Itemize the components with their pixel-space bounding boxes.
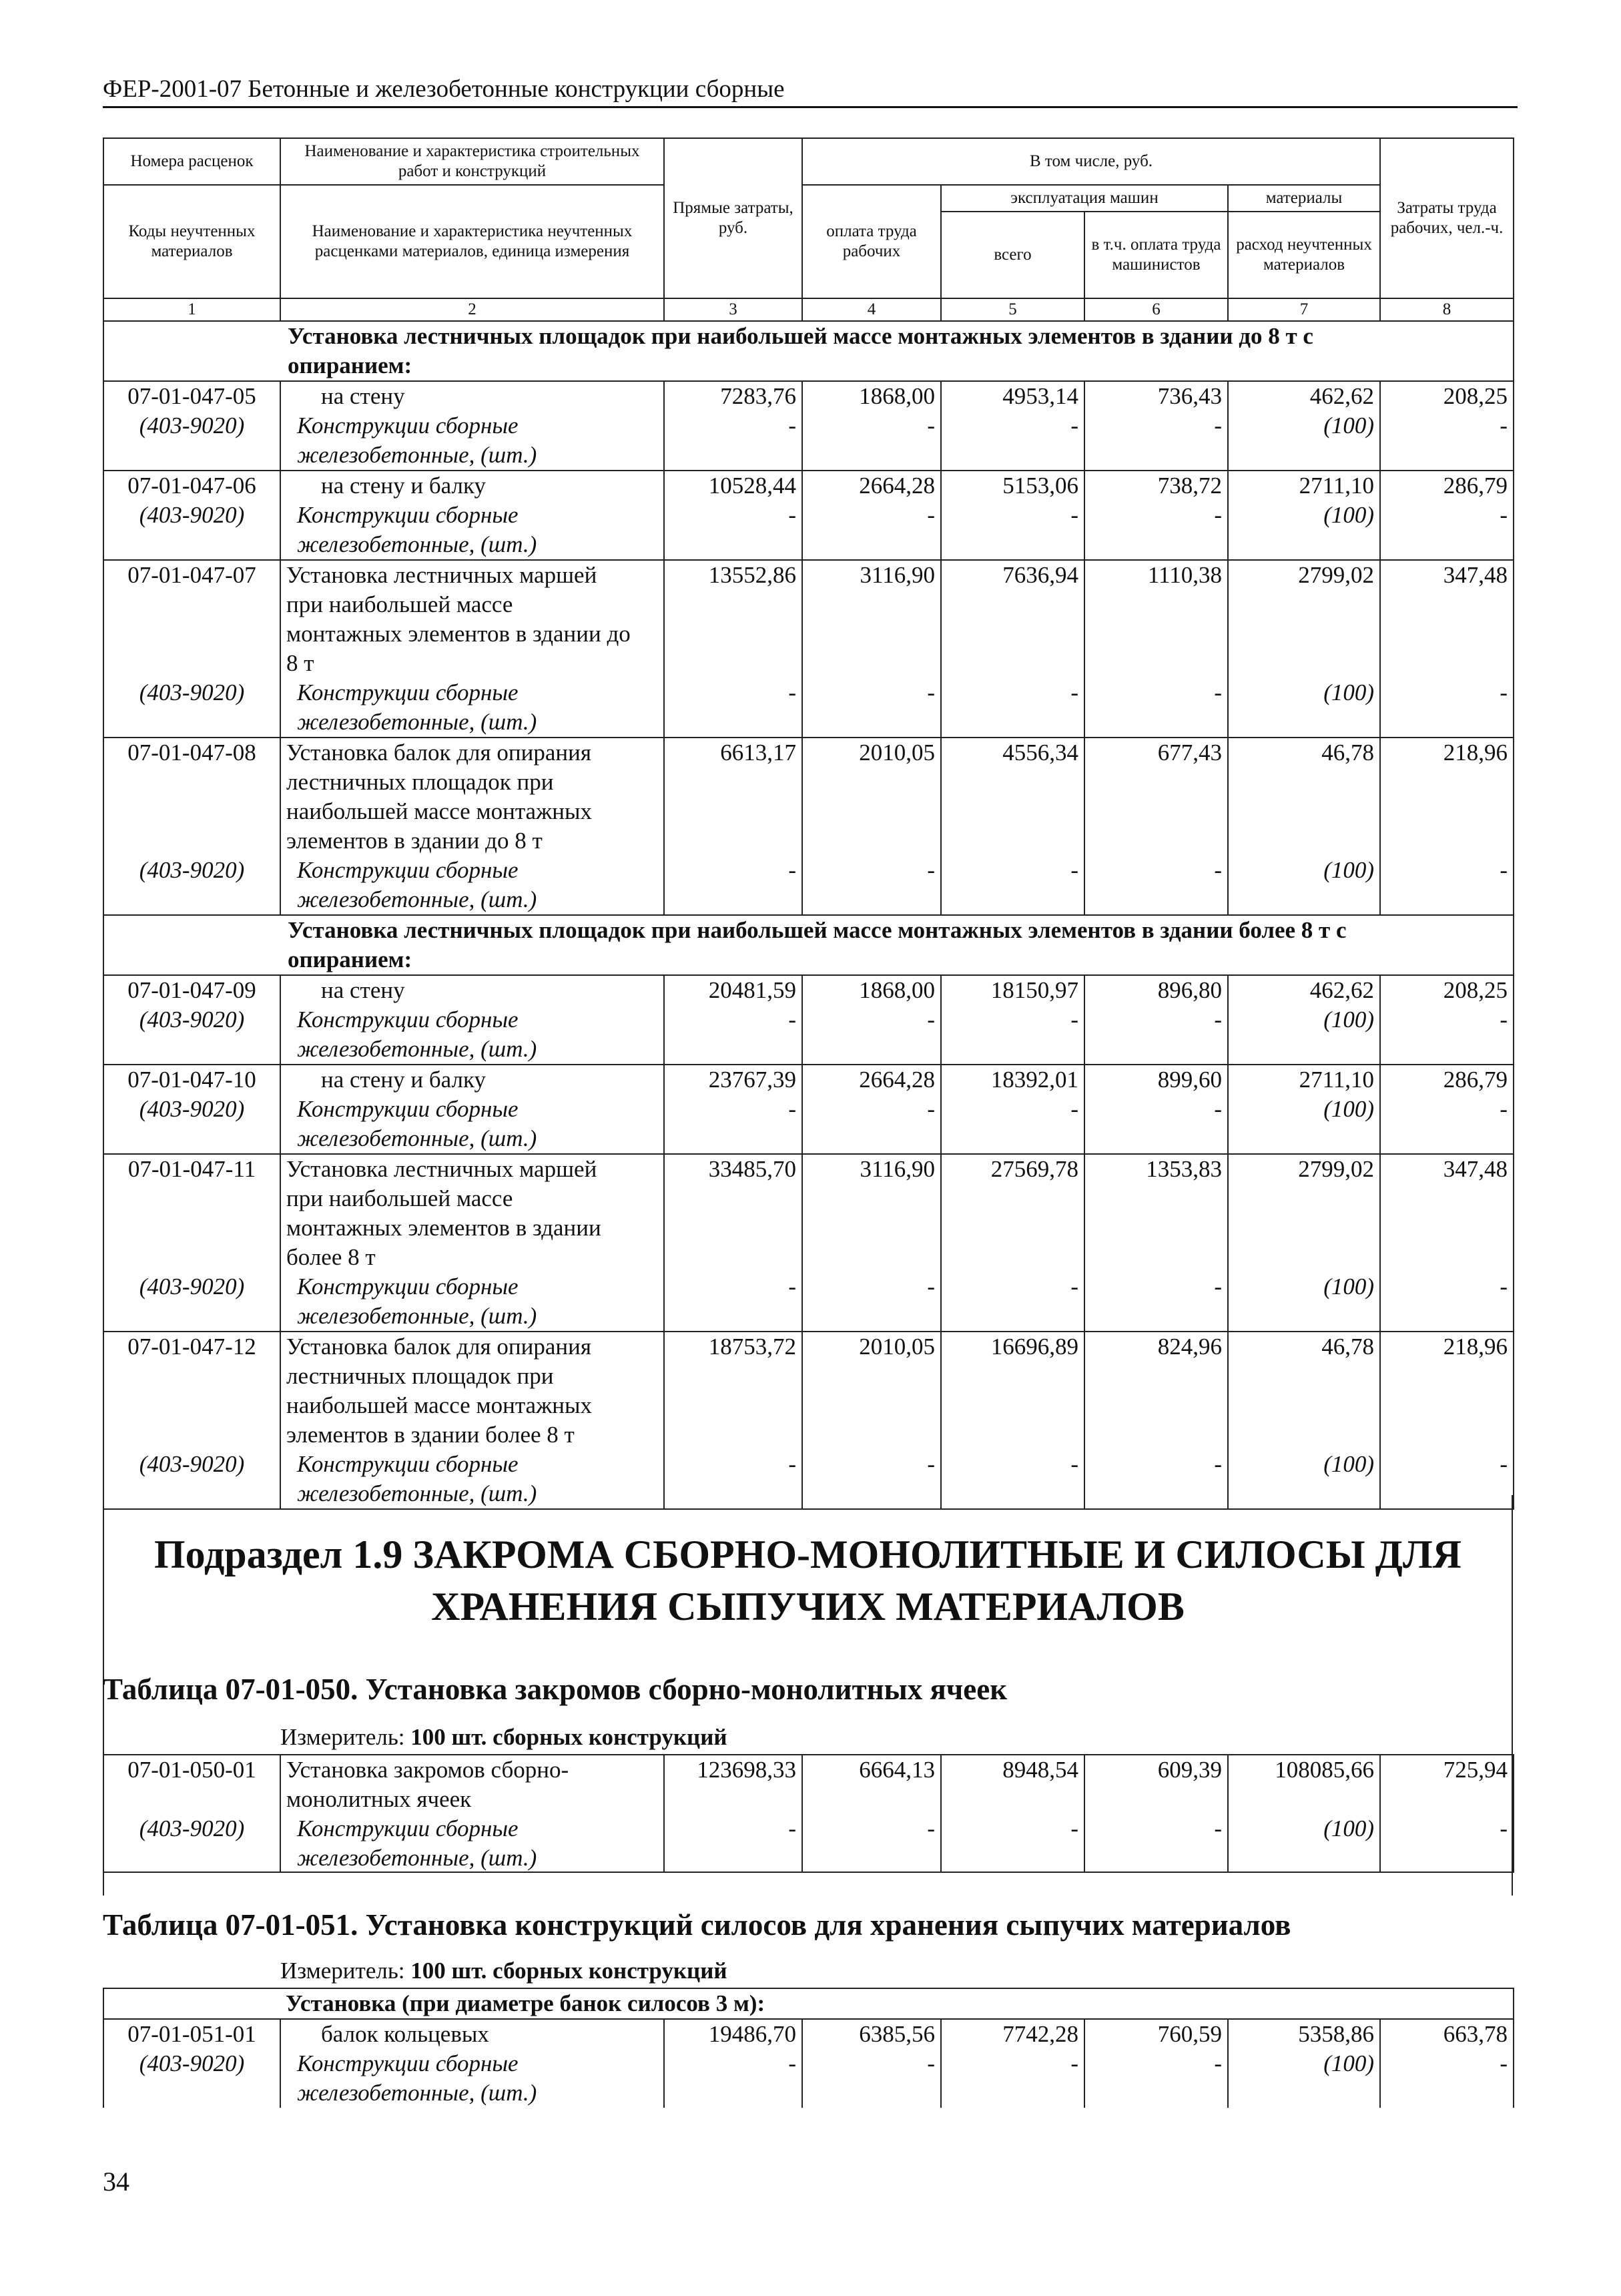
col-machines-labor: в т.ч. оплата труда машинистов	[1084, 212, 1228, 298]
col-number: 2	[280, 298, 664, 321]
rate-name-line: более 8 т	[286, 1244, 376, 1270]
col-number: 8	[1380, 298, 1514, 321]
material-name-line: Конструкции сборные	[297, 502, 519, 528]
materials: 46,78	[1228, 738, 1380, 856]
dash: -	[941, 2049, 1084, 2108]
material-code: (403-9020)	[103, 1095, 280, 1154]
rate-name-line: на стену	[321, 977, 405, 1003]
labor-cost: 663,78	[1380, 2019, 1514, 2049]
material-code: (403-9020)	[103, 1814, 280, 1873]
dash: -	[941, 1005, 1084, 1065]
dash: -	[1084, 856, 1228, 915]
page-header	[103, 75, 1518, 108]
table-050	[103, 1754, 1514, 1873]
rate-code: 07-01-047-08	[103, 738, 280, 856]
dash: -	[941, 1272, 1084, 1332]
labor-cost: 208,25	[1380, 975, 1514, 1005]
page-number: 34	[103, 2167, 129, 2197]
material-code: (403-9020)	[103, 856, 280, 915]
subheading	[103, 321, 1514, 381]
machines-labor: 1353,83	[1084, 1154, 1228, 1272]
rate-name-line: лестничных площадок при	[286, 769, 554, 795]
labor-pay: 6664,13	[802, 1755, 941, 1814]
dash: -	[1084, 1450, 1228, 1509]
material-percent: (100)	[1228, 1814, 1380, 1873]
dash: -	[1380, 1005, 1514, 1065]
meter	[280, 1724, 727, 1751]
table-title: Таблица 07-01-050. Установка закромов сборно-монолитных ячеек	[103, 1673, 1008, 1706]
frame-line	[103, 1872, 1513, 1873]
rate-code: 07-01-047-09	[103, 975, 280, 1005]
dash: -	[1380, 411, 1514, 471]
direct-cost: 33485,70	[664, 1154, 802, 1272]
dash: -	[1084, 2049, 1228, 2108]
materials: 2799,02	[1228, 1154, 1380, 1272]
labor-pay: 1868,00	[802, 975, 941, 1005]
labor-cost: 218,96	[1380, 1332, 1514, 1450]
machines-labor: 677,43	[1084, 738, 1228, 856]
material-percent: (100)	[1228, 1450, 1380, 1509]
rate-code: 07-01-047-11	[103, 1154, 280, 1272]
col-materials-unacc: расход неучтенных материалов	[1228, 212, 1380, 298]
meter-label: Измеритель:	[280, 1958, 405, 1984]
rate-name-line: на стену	[321, 383, 405, 409]
section-title-line: ХРАНЕНИЯ СЫПУЧИХ МАТЕРИАЛОВ	[431, 1585, 1185, 1629]
document-title: ФЕР-2001-07 Бетонные и железобетонные конструкции сборные	[103, 75, 785, 103]
material-code: (403-9020)	[103, 1272, 280, 1332]
material-name-line: железобетонные, (шт.)	[297, 1480, 537, 1506]
rate-code: 07-01-047-07	[103, 560, 280, 678]
material-name-line: железобетонные, (шт.)	[297, 442, 537, 468]
rate-name	[280, 560, 664, 678]
material-name-line: железобетонные, (шт.)	[297, 1125, 537, 1151]
rate-name-line: при наибольшей массе	[286, 1185, 513, 1211]
material-name-line: Конструкции сборные	[297, 1451, 519, 1477]
dash: -	[941, 1450, 1084, 1509]
material-name-line: Конструкции сборные	[297, 1096, 519, 1122]
material-percent: (100)	[1228, 1095, 1380, 1154]
direct-cost: 13552,86	[664, 560, 802, 678]
labor-cost: 208,25	[1380, 381, 1514, 411]
materials: 5358,86	[1228, 2019, 1380, 2049]
dash: -	[941, 856, 1084, 915]
material-name-line: железобетонные, (шт.)	[297, 1036, 537, 1062]
labor-pay: 3116,90	[802, 1154, 941, 1272]
rate-code: 07-01-047-05	[103, 381, 280, 411]
subheading-row	[103, 915, 1514, 975]
material-name	[280, 1095, 664, 1154]
machines-total: 5153,06	[941, 471, 1084, 501]
materials: 462,62	[1228, 381, 1380, 411]
col-number: 5	[941, 298, 1084, 321]
dash: -	[802, 678, 941, 738]
dash: -	[1380, 1450, 1514, 1509]
rate-code: 07-01-047-10	[103, 1065, 280, 1095]
machines-labor: 738,72	[1084, 471, 1228, 501]
dash: -	[802, 1095, 941, 1154]
table-row	[103, 381, 1514, 411]
labor-cost: 218,96	[1380, 738, 1514, 856]
dash: -	[1380, 1814, 1514, 1873]
table-row	[103, 1065, 1514, 1095]
table-row	[103, 975, 1514, 1005]
machines-total: 7636,94	[941, 560, 1084, 678]
table-row	[103, 1154, 1514, 1272]
material-name-line: железобетонные, (шт.)	[297, 1845, 537, 1871]
rate-name-line: монтажных элементов в здании до	[286, 621, 631, 647]
table-row	[103, 1755, 1514, 1814]
rate-name-line: Установка лестничных маршей	[286, 562, 597, 588]
materials: 2711,10	[1228, 471, 1380, 501]
material-name	[280, 2049, 664, 2108]
machines-total: 7742,28	[941, 2019, 1084, 2049]
material-name	[280, 1814, 664, 1873]
col-number: 1	[103, 298, 280, 321]
rate-name	[280, 381, 664, 411]
dash: -	[1380, 1095, 1514, 1154]
rate-name-line: монолитных ячеек	[286, 1786, 472, 1812]
machines-total: 4953,14	[941, 381, 1084, 411]
material-name	[280, 678, 664, 738]
material-percent: (100)	[1228, 678, 1380, 738]
col-direct: Прямые затраты, руб.	[664, 138, 802, 298]
rate-code: 07-01-051-01	[103, 2019, 280, 2049]
material-code: (403-9020)	[103, 1450, 280, 1509]
col-codes-top: Номера расценок	[103, 138, 280, 185]
dash: -	[1084, 411, 1228, 471]
material-row	[103, 1095, 1514, 1154]
material-row	[103, 1005, 1514, 1065]
machines-labor: 760,59	[1084, 2019, 1228, 2049]
material-code: (403-9020)	[103, 678, 280, 738]
dash: -	[941, 501, 1084, 560]
dash: -	[1380, 501, 1514, 560]
dash: -	[664, 411, 802, 471]
machines-total: 4556,34	[941, 738, 1084, 856]
material-name	[280, 1450, 664, 1509]
col-machines-total: всего	[941, 212, 1084, 298]
table-row	[103, 560, 1514, 678]
direct-cost: 7283,76	[664, 381, 802, 411]
col-name-top: Наименование и характеристика строительных работ и конструкций	[280, 138, 664, 185]
direct-cost: 23767,39	[664, 1065, 802, 1095]
labor-pay: 3116,90	[802, 560, 941, 678]
machines-labor: 899,60	[1084, 1065, 1228, 1095]
col-including: В том числе, руб.	[802, 138, 1380, 185]
rate-name	[280, 471, 664, 501]
rate-name-line: лестничных площадок при	[286, 1363, 554, 1389]
material-name	[280, 411, 664, 471]
machines-labor: 1110,38	[1084, 560, 1228, 678]
labor-cost: 286,79	[1380, 1065, 1514, 1095]
labor-pay: 2664,28	[802, 471, 941, 501]
direct-cost: 6613,17	[664, 738, 802, 856]
rate-name-line: Установка балок для опирания	[286, 1334, 591, 1360]
direct-cost: 123698,33	[664, 1755, 802, 1814]
col-machines: эксплуатация машин	[941, 185, 1228, 212]
rate-name-line: на стену и балку	[321, 1067, 486, 1093]
dash: -	[1380, 678, 1514, 738]
subheading-line: опиранием:	[288, 946, 412, 972]
materials: 462,62	[1228, 975, 1380, 1005]
material-percent: (100)	[1228, 2049, 1380, 2108]
material-name-line: Конструкции сборные	[297, 679, 519, 705]
rate-name-line: на стену и балку	[321, 473, 486, 499]
dash: -	[1084, 1272, 1228, 1332]
col-number: 3	[664, 298, 802, 321]
subheading-line: опиранием:	[288, 352, 412, 378]
machines-labor: 824,96	[1084, 1332, 1228, 1450]
material-percent: (100)	[1228, 411, 1380, 471]
material-name-line: Конструкции сборные	[297, 412, 519, 439]
dash: -	[802, 2049, 941, 2108]
meter-label: Измеритель:	[280, 1724, 405, 1750]
dash: -	[941, 678, 1084, 738]
dash: -	[664, 1005, 802, 1065]
col-labor-cost: Затраты труда рабочих, чел.-ч.	[1380, 138, 1514, 298]
dash: -	[664, 678, 802, 738]
material-percent: (100)	[1228, 856, 1380, 915]
dash: -	[1380, 856, 1514, 915]
material-name-line: железобетонные, (шт.)	[297, 709, 537, 735]
dash: -	[1380, 2049, 1514, 2108]
rate-name-line: наибольшей массе монтажных	[286, 798, 593, 824]
dash: -	[664, 856, 802, 915]
material-name	[280, 1272, 664, 1332]
dash: -	[802, 411, 941, 471]
labor-cost: 347,48	[1380, 560, 1514, 678]
dash: -	[664, 501, 802, 560]
material-percent: (100)	[1228, 1272, 1380, 1332]
dash: -	[802, 1450, 941, 1509]
material-code: (403-9020)	[103, 2049, 280, 2108]
subheading: Установка (при диаметре банок силосов 3 м):	[280, 1988, 1514, 2019]
machines-total: 18150,97	[941, 975, 1084, 1005]
dash: -	[664, 1450, 802, 1509]
dash: -	[941, 1095, 1084, 1154]
rate-name	[280, 1332, 664, 1450]
col-materials: материалы	[1228, 185, 1380, 212]
table-051	[103, 1988, 1514, 2108]
dash: -	[1084, 1814, 1228, 1873]
rate-name-line: при наибольшей массе	[286, 591, 513, 617]
materials: 2711,10	[1228, 1065, 1380, 1095]
dash: -	[802, 1814, 941, 1873]
rate-name	[280, 1065, 664, 1095]
material-name-line: Конструкции сборные	[297, 2050, 519, 2076]
material-row	[103, 1450, 1514, 1509]
dash: -	[664, 2049, 802, 2108]
labor-cost: 725,94	[1380, 1755, 1514, 1814]
material-name-line: железобетонные, (шт.)	[297, 886, 537, 912]
direct-cost: 10528,44	[664, 471, 802, 501]
labor-pay: 2010,05	[802, 738, 941, 856]
material-name	[280, 856, 664, 915]
rate-name-line: Установка лестничных маршей	[286, 1156, 597, 1182]
labor-pay: 2664,28	[802, 1065, 941, 1095]
col-number: 7	[1228, 298, 1380, 321]
dash: -	[1084, 1095, 1228, 1154]
material-name-line: Конструкции сборные	[297, 857, 519, 883]
col-number: 4	[802, 298, 941, 321]
material-name-line: железобетонные, (шт.)	[297, 531, 537, 557]
material-name	[280, 1005, 664, 1065]
materials: 2799,02	[1228, 560, 1380, 678]
materials: 46,78	[1228, 1332, 1380, 1450]
material-row	[103, 411, 1514, 471]
subheading-row	[103, 1988, 1514, 2019]
rate-name	[280, 1755, 664, 1814]
material-percent: (100)	[1228, 1005, 1380, 1065]
table-row	[103, 2019, 1514, 2049]
rate-name	[280, 975, 664, 1005]
labor-pay: 1868,00	[802, 381, 941, 411]
subheading-row	[103, 321, 1514, 381]
dash: -	[941, 1814, 1084, 1873]
machines-labor: 896,80	[1084, 975, 1228, 1005]
rate-name-line: 8 т	[286, 650, 314, 676]
meter-value: 100 шт. сборных конструкций	[410, 1724, 727, 1750]
section-title-line: Подраздел 1.9 ЗАКРОМА СБОРНО-МОНОЛИТНЫЕ И СИЛОСЫ ДЛЯ	[154, 1532, 1462, 1576]
material-row	[103, 501, 1514, 560]
direct-cost: 20481,59	[664, 975, 802, 1005]
dash: -	[802, 1005, 941, 1065]
material-row	[103, 1814, 1514, 1873]
rate-name-line: Установка закромов сборно-	[286, 1757, 569, 1783]
col-labor-pay: оплата труда рабочих	[802, 185, 941, 298]
machines-total: 18392,01	[941, 1065, 1084, 1095]
subheading-line: Установка лестничных площадок при наибольшей массе монтажных элементов в здании до 8 т с	[288, 323, 1313, 349]
col-name-bottom: Наименование и характеристика неучтенных расценками материалов, единица измерения	[280, 185, 664, 298]
labor-cost: 347,48	[1380, 1154, 1514, 1272]
rate-code: 07-01-047-06	[103, 471, 280, 501]
dash: -	[941, 411, 1084, 471]
rate-name-line: элементов в здании до 8 т	[286, 828, 543, 854]
meter	[280, 1958, 727, 1984]
dash: -	[1380, 1272, 1514, 1332]
dash: -	[1084, 1005, 1228, 1065]
machines-total: 8948,54	[941, 1755, 1084, 1814]
material-name-line: Конструкции сборные	[297, 1273, 519, 1300]
blank-cell	[103, 1988, 280, 2019]
meter-value: 100 шт. сборных конструкций	[410, 1958, 727, 1984]
material-name	[280, 501, 664, 560]
material-code: (403-9020)	[103, 501, 280, 560]
subheading	[103, 915, 1514, 975]
rate-name-line: Установка балок для опирания	[286, 740, 591, 766]
material-code: (403-9020)	[103, 411, 280, 471]
rate-name-line: элементов в здании более 8 т	[286, 1422, 575, 1448]
col-number: 6	[1084, 298, 1228, 321]
rate-code: 07-01-050-01	[103, 1755, 280, 1814]
dash: -	[664, 1095, 802, 1154]
dash: -	[802, 501, 941, 560]
material-row	[103, 678, 1514, 738]
material-code: (403-9020)	[103, 1005, 280, 1065]
dash: -	[802, 1272, 941, 1332]
rate-name	[280, 1154, 664, 1272]
subheading-line: Установка лестничных площадок при наибольшей массе монтажных элементов в здании более 8 т с	[288, 917, 1347, 943]
rate-name-line: монтажных элементов в здании	[286, 1215, 601, 1241]
rate-name-line: наибольшей массе монтажных	[286, 1392, 593, 1418]
material-percent: (100)	[1228, 501, 1380, 560]
material-name-line: Конструкции сборные	[297, 1007, 519, 1033]
rate-code: 07-01-047-12	[103, 1332, 280, 1450]
rate-name	[280, 738, 664, 856]
machines-labor: 609,39	[1084, 1755, 1228, 1814]
table-title: Таблица 07-01-051. Установка конструкций силосов для хранения сыпучих материалов	[103, 1908, 1291, 1942]
labor-pay: 2010,05	[802, 1332, 941, 1450]
labor-cost: 286,79	[1380, 471, 1514, 501]
machines-labor: 736,43	[1084, 381, 1228, 411]
dash: -	[664, 1814, 802, 1873]
material-row	[103, 856, 1514, 915]
section-title	[103, 1528, 1513, 1633]
direct-cost: 19486,70	[664, 2019, 802, 2049]
labor-pay: 6385,56	[802, 2019, 941, 2049]
dash: -	[802, 856, 941, 915]
dash: -	[1084, 678, 1228, 738]
material-row	[103, 2049, 1514, 2108]
direct-cost: 18753,72	[664, 1332, 802, 1450]
rate-name: балок кольцевых	[280, 2019, 664, 2049]
machines-total: 27569,78	[941, 1154, 1084, 1272]
machines-total: 16696,89	[941, 1332, 1084, 1450]
rates-table	[103, 137, 1514, 1510]
material-name-line: Конструкции сборные	[297, 1815, 519, 1841]
material-name-line: железобетонные, (шт.)	[297, 1303, 537, 1329]
table-row	[103, 738, 1514, 856]
material-name-line: железобетонные, (шт.)	[297, 2080, 537, 2106]
materials: 108085,66	[1228, 1755, 1380, 1814]
dash: -	[1084, 501, 1228, 560]
dash: -	[664, 1272, 802, 1332]
material-row	[103, 1272, 1514, 1332]
table-row	[103, 1332, 1514, 1450]
table-row	[103, 471, 1514, 501]
col-codes-bottom: Коды неучтенных материалов	[103, 185, 280, 298]
